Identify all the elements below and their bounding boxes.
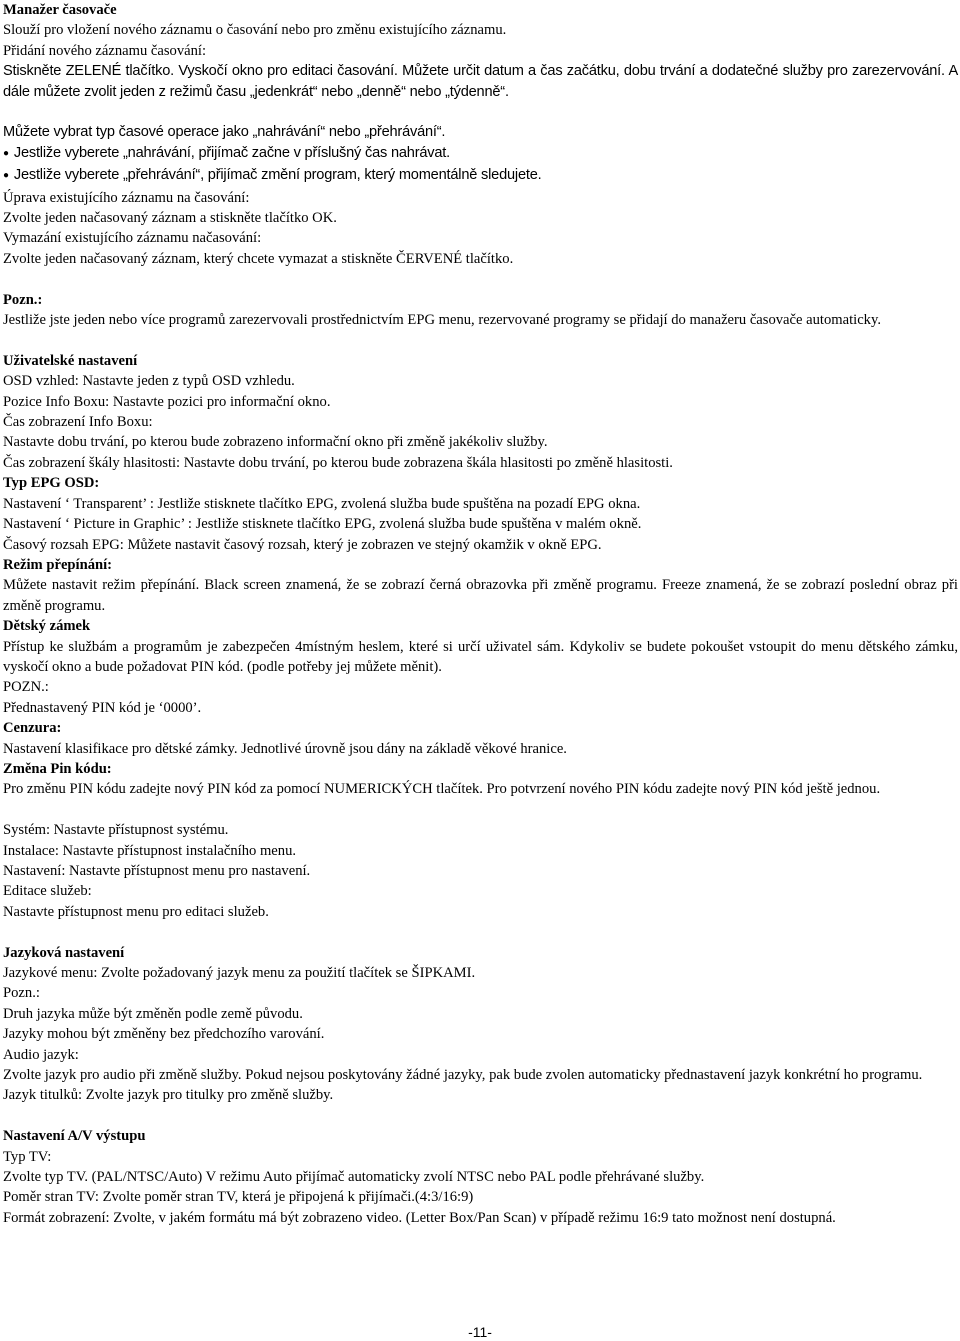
paragraph: Zvolte jeden načasovaný záznam a stiskněte tlačítko OK.: [3, 210, 337, 227]
section-title-user-settings: Uživatelské nastavení: [3, 352, 138, 369]
paragraph: Druh jazyka může být změněn podle země původu.: [3, 1005, 303, 1022]
paragraph: Nastavte dobu trvání, po kterou bude zobrazeno informační okno při změně jakékoliv služby.: [3, 434, 548, 451]
paragraph: Slouží pro vložení nového záznamu o časování nebo pro změnu existujícího záznamu.: [3, 22, 507, 39]
subsection-title-pin-change: Změna Pin kódu:: [3, 760, 112, 777]
subsection-title-epg: Typ EPG OSD:: [3, 475, 100, 492]
paragraph: Vymazání existujícího záznamu načasování:: [3, 230, 262, 247]
bullet-item: ● Jestliže vyberete „přehrávání“, přijímač změní program, který momentálně sledujete.: [3, 165, 958, 187]
bullet-icon: [3, 145, 14, 161]
paragraph: Jazyk titulků: Zvolte jazyk pro titulky pro změně služby.: [3, 1087, 334, 1104]
paragraph: Nastavte přístupnost menu pro editaci služeb.: [3, 903, 269, 920]
spacer: [3, 102, 958, 122]
paragraph: Přístup ke službám a programům je zabezpečen 4místným heslem, které si určí uživatel sám. Kdykoliv se budete pokoušet vstoupit do menu dětského zámku, vyskočí okno a bude požadovat PIN kód. (podle potřeby jej můžete měnit).: [3, 638, 958, 675]
document-page: [3, 0, 958, 1228]
paragraph: Čas zobrazení škály hlasitosti: Nastavte dobu trvání, po kterou bude zobrazena škála hlasitosti po změně hlasitosti.: [3, 454, 673, 471]
section-title-timer: Manažer časovače: [3, 2, 117, 18]
note-label: Pozn.:: [3, 985, 40, 1002]
paragraph: Přidání nového záznamu časování:: [3, 42, 207, 59]
paragraph: Nastavení: Nastavte přístupnost menu pro nastavení.: [3, 863, 311, 879]
paragraph: Jazykové menu: Zvolte požadovaný jazyk menu za použití tlačítek se ŠIPKAMI.: [3, 965, 476, 982]
section-title-av-output: Nastavení A/V výstupu: [3, 1128, 146, 1145]
paragraph: Pro změnu PIN kódu zadejte nový PIN kód za pomocí NUMERICKÝCH tlačítek. Pro potvrzení nového PIN kódu zadejte nový PIN kód ještě jednou.: [3, 781, 881, 798]
paragraph: Editace služeb:: [3, 883, 92, 900]
section-title-language: Jazyková nastavení: [3, 944, 125, 961]
paragraph: Nastavení klasifikace pro dětské zámky. Jednotlivé úrovně jsou dány na základě věkové hranice.: [3, 740, 567, 757]
paragraph: Můžete vybrat typ časové operace jako „nahrávání“ nebo „přehrávání“.: [3, 124, 446, 141]
subsection-title-censorship: Cenzura:: [3, 720, 62, 737]
paragraph: Jestliže jste jeden nebo více programů zarezervovali prostřednictvím EPG menu, rezervované programy se přidají do manažeru časovače automaticky.: [3, 312, 881, 329]
spacer: [3, 269, 958, 289]
subsection-title-switch-mode: Režim přepínání:: [3, 556, 113, 573]
spacer: [3, 330, 958, 350]
paragraph: Pozice Info Boxu: Nastavte pozici pro informační okno.: [3, 393, 331, 410]
paragraph: Přednastavený PIN kód je ‘0000’.: [3, 699, 202, 716]
subsection-title-child-lock: Dětský zámek: [3, 618, 91, 635]
spacer: [3, 1106, 958, 1126]
paragraph: Nastavení ‘ Picture in Graphic’ : Jestliže stisknete tlačítko EPG, zvolená služba bude spuštěna v malém okně.: [3, 516, 642, 533]
paragraph: Zvolte typ TV. (PAL/NTSC/Auto) V režimu Auto přijímač automaticky zvolí NTSC nebo PAL podle přehrávané služby.: [3, 1169, 705, 1186]
paragraph: Můžete nastavit režim přepínání. Black screen znamená, že se zobrazí černá obrazovka při změně programu. Freeze znamená, že se zobrazí poslední obraz při změně programu.: [3, 577, 958, 614]
paragraph: Formát zobrazení: Zvolte, v jakém formátu má být zobrazeno video. (Letter Box/Pan Scan) v případě režimu 16:9 tato možnost není dostupná.: [3, 1209, 836, 1226]
paragraph: Instalace: Nastavte přístupnost instalačního menu.: [3, 842, 297, 859]
bullet-item: ● Jestliže vyberete „nahrávání, přijímač začne v příslušný čas nahrávat.: [3, 143, 958, 165]
page-number: -11-: [468, 1324, 492, 1340]
paragraph: Jazyky mohou být změněny bez předchozího varování.: [3, 1026, 325, 1043]
paragraph: Úprava existujícího záznamu na časování:: [3, 189, 250, 206]
paragraph: Poměr stran TV: Zvolte poměr stran TV, která je připojená k přijímači.(4:3/16:9): [3, 1189, 474, 1206]
paragraph: Stiskněte ZELENÉ tlačítko. Vyskočí okno pro editaci časování. Můžete určit datum a čas začátku, dobu trvání a dodatečné služby pro zarezervování. A dále můžete zvolit jeden z režimů času „jedenkrát“ nebo „denně“ nebo „týdenně“.: [3, 63, 958, 100]
spacer: [3, 800, 958, 820]
paragraph: Čas zobrazení Info Boxu:: [3, 414, 153, 431]
paragraph: Časový rozsah EPG: Můžete nastavit časový rozsah, který je zobrazen ve stejný okamžik v okně EPG.: [3, 536, 602, 553]
note-label: Pozn.:: [3, 291, 43, 308]
paragraph: Zvolte jeden načasovaný záznam, který chcete vymazat a stiskněte ČERVENÉ tlačítko.: [3, 250, 514, 267]
spacer: [3, 922, 958, 942]
note-label: POZN.:: [3, 679, 49, 696]
paragraph: OSD vzhled: Nastavte jeden z typů OSD vzhledu.: [3, 373, 295, 390]
paragraph: Typ TV:: [3, 1148, 52, 1165]
paragraph: Nastavení ‘ Transparent’ : Jestliže stisknete tlačítko EPG, zvolená služba bude spuštěna na pozadí EPG okna.: [3, 495, 641, 512]
bullet-icon: [3, 167, 14, 183]
paragraph: Systém: Nastavte přístupnost systému.: [3, 822, 229, 839]
paragraph: Audio jazyk:: [3, 1046, 79, 1063]
paragraph: Zvolte jazyk pro audio při změně služby. Pokud nejsou poskytovány žádné jazyky, pak bude zvolen automaticky přednastavení jazyk konkrétní ho programu.: [3, 1067, 923, 1084]
